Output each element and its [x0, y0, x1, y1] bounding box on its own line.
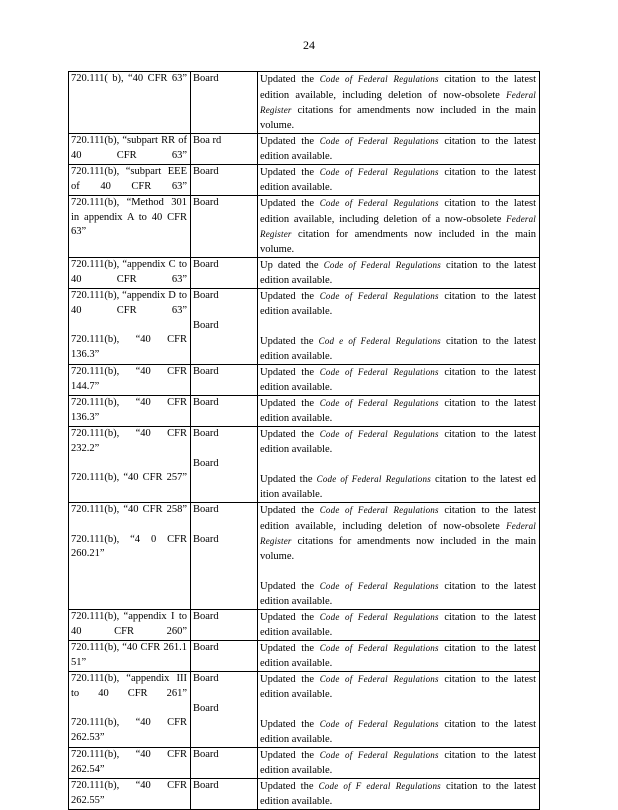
amendments-table-body: [69, 72, 540, 810]
citation-italic: Code of Federal: [323, 260, 391, 270]
section-cell-text: 720.111(b), “40 CFR 232.2”: [71, 428, 187, 454]
description-cell: [258, 196, 540, 258]
section-cell: [69, 165, 191, 196]
description-cell-sub-text: Updated the Code of Federal Regulations citation to the latest edition available.: [260, 719, 536, 745]
section-cell: [69, 365, 191, 396]
table-row: [69, 672, 540, 748]
agency-cell: [191, 134, 258, 165]
description-cell-text: Updated the Code of Federal Regulations citation to the latest edition available.: [260, 750, 536, 776]
agency-cell-text: Board: [193, 611, 219, 622]
citation-italic: Regulations: [395, 260, 441, 270]
citation-italic: Regulations: [393, 74, 439, 84]
description-cell: [258, 610, 540, 641]
section-cell-text: 720.111(b), “40 CFR 262.54”: [71, 749, 187, 775]
description-cell: [258, 641, 540, 672]
description-cell-text: Updated the Code of Federal Regulations citation to the latest edition available.: [260, 291, 536, 317]
agency-cell: [191, 748, 258, 779]
table-row: [69, 779, 540, 810]
section-cell-sub-text: 720.111(b), “40 CFR 262.53”: [71, 717, 187, 743]
section-cell-text: 720.111(b), “40 CFR 144.7”: [71, 366, 187, 392]
description-cell: [258, 134, 540, 165]
agency-cell-text: Boa rd: [193, 135, 222, 146]
citation-italic: Code of Federal: [319, 291, 388, 301]
citation-italic: Code of Federal: [316, 474, 382, 484]
agency-cell-text: Board: [193, 73, 219, 84]
table-row: [69, 396, 540, 427]
citation-italic: Federal Register: [260, 89, 536, 115]
description-cell-text: Updated the Code of Federal Regulations citation to the latest edition available.: [260, 136, 536, 162]
agency-cell-text: Board: [193, 397, 219, 408]
agency-cell-sub-text: Board: [193, 457, 219, 469]
description-cell-sub-text: Updated the Code of Federal Regulations citation to the latest edition available.: [260, 581, 536, 607]
section-cell-text: 720.111(b), “appendix I to 40 CFR 260”: [71, 611, 187, 637]
description-cell-text: Updated the Code of Federal Regulations citation to the latest edition available.: [260, 674, 536, 700]
section-cell: [69, 196, 191, 258]
section-cell-text: 720.111(b), “subpart EEE of 40 CFR 63”: [71, 166, 187, 192]
agency-cell-text: Board: [193, 259, 219, 270]
description-cell: [258, 72, 540, 134]
citation-italic: Federal Register: [260, 213, 536, 239]
section-cell-sub-text: 720.111(b), “40 CFR 136.3”: [71, 334, 187, 360]
citation-italic: Code of Federal: [319, 429, 388, 439]
section-cell: [69, 72, 191, 134]
citation-italic: Regulations: [393, 505, 439, 515]
section-cell: [69, 748, 191, 779]
description-cell: [258, 748, 540, 779]
agency-cell-sub-text: Board: [193, 702, 219, 714]
description-cell: [258, 165, 540, 196]
agency-cell-text: Board: [193, 290, 219, 301]
citation-italic: Cod e of Federal: [318, 336, 391, 346]
citation-italic: Regulations: [393, 750, 439, 760]
section-cell-text: 720.111(b), “40 CFR 261.1 51”: [71, 642, 187, 668]
section-cell-text: 720.111(b), “Method 301 in appendix A to 40 CFR 63”: [71, 197, 187, 237]
section-cell: [69, 289, 191, 365]
citation-italic: Regulations: [393, 674, 439, 684]
table-row: [69, 610, 540, 641]
agency-cell: [191, 196, 258, 258]
agency-cell: [191, 503, 258, 610]
description-cell: [258, 427, 540, 503]
citation-italic: Code of Federal: [319, 167, 388, 177]
description-cell-text: Updated the Code of Federal Regulations citation to the latest edition available.: [260, 367, 536, 393]
description-cell: [258, 503, 540, 610]
citation-italic: Regulations: [395, 781, 441, 791]
description-cell: [258, 289, 540, 365]
table-row: [69, 72, 540, 134]
citation-italic: Regulations: [393, 398, 439, 408]
agency-cell-text: Board: [193, 673, 219, 684]
citation-italic: Regulations: [393, 643, 439, 653]
table-row: [69, 748, 540, 779]
section-cell-text: 720.111(b), “appendix C to 40 CFR 63”: [71, 259, 187, 285]
agency-cell-text: Board: [193, 366, 219, 377]
page-number: 24: [303, 38, 315, 52]
citation-italic: Code of F ederal: [318, 781, 391, 791]
section-cell: [69, 779, 191, 810]
description-cell: [258, 779, 540, 810]
citation-italic: Code of Federal: [319, 74, 388, 84]
agency-cell-text: Board: [193, 166, 219, 177]
description-cell-text: Updated the Code of F ederal Regulations citation to the latest edition available.: [260, 781, 536, 807]
section-cell: [69, 427, 191, 503]
agency-cell-text: Board: [193, 504, 219, 515]
citation-italic: Code of Federal: [319, 674, 388, 684]
agency-cell-sub-text: Board: [193, 533, 219, 545]
table-row: [69, 427, 540, 503]
description-cell-text: Updated the Code of Federal Regulations citation to the latest edition available.: [260, 612, 536, 638]
agency-cell-text: Board: [193, 428, 219, 439]
section-cell-text: 720.111(b), “appendix III to 40 CFR 261”: [71, 673, 187, 699]
section-cell-sub-text: 720.111(b), “40 CFR 257”: [71, 472, 187, 483]
description-cell-text: Updated the Code of Federal Regulations citation to the latest edition available, including deletion of a now-obsolete Federal Register citation for amendments now included in the main volume.: [260, 198, 536, 255]
section-cell: [69, 134, 191, 165]
agency-cell: [191, 165, 258, 196]
citation-italic: Regulations: [393, 429, 439, 439]
table-row: [69, 165, 540, 196]
citation-italic: Regulations: [393, 167, 439, 177]
description-cell: [258, 365, 540, 396]
agency-cell: [191, 427, 258, 503]
description-cell: [258, 396, 540, 427]
agency-cell: [191, 258, 258, 289]
description-cell-sub-text: Updated the Cod e of Federal Regulations citation to the latest edition available.: [260, 336, 536, 362]
agency-cell: [191, 396, 258, 427]
description-cell-text: Updated the Code of Federal Regulations citation to the latest edition available.: [260, 429, 536, 455]
description-cell-text: Up dated the Code of Federal Regulations citation to the latest edition available.: [260, 260, 536, 286]
citation-italic: Regulations: [393, 367, 439, 377]
agency-cell: [191, 779, 258, 810]
agency-cell: [191, 289, 258, 365]
table-row: [69, 196, 540, 258]
citation-italic: Code of Federal: [319, 367, 388, 377]
citation-italic: Regulations: [393, 719, 439, 729]
citation-italic: Code of Federal: [319, 612, 388, 622]
table-row: [69, 365, 540, 396]
citation-italic: Regulations: [385, 474, 431, 484]
agency-cell: [191, 72, 258, 134]
description-cell-text: Updated the Code of Federal Regulations citation to the latest edition available.: [260, 643, 536, 669]
description-cell-text: Updated the Code of Federal Regulations citation to the latest edition available, including deletion of now-obsolete Federal Register citations for amendments now included in the main volume.: [260, 74, 536, 131]
agency-cell-text: Board: [193, 749, 219, 760]
section-cell-text: 720.111(b), “subpart RR of 40 CFR 63”: [71, 135, 187, 161]
citation-italic: Code of Federal: [319, 505, 388, 515]
citation-italic: Code of Federal: [319, 198, 388, 208]
table-row: [69, 641, 540, 672]
agency-cell: [191, 641, 258, 672]
section-cell-text: 720.111(b), “appendix D to 40 CFR 63”: [71, 290, 187, 316]
citation-italic: Code of Federal: [319, 581, 388, 591]
citation-italic: Code of Federal: [319, 136, 388, 146]
citation-italic: Regulations: [393, 136, 439, 146]
citation-italic: Regulations: [393, 581, 439, 591]
description-cell-text: Updated the Code of Federal Regulations citation to the latest edition available, including deletion of now-obsolete Federal Register citations for amendments now included in the main volume.: [260, 505, 536, 562]
description-cell-text: Updated the Code of Federal Regulations citation to the latest edition available.: [260, 167, 536, 193]
section-cell-text: 720.111(b), “40 CFR 258”: [71, 504, 187, 515]
citation-italic: Code of Federal: [319, 750, 388, 760]
table-row: [69, 258, 540, 289]
amendments-table: [68, 71, 540, 810]
table-row: [69, 503, 540, 610]
description-cell-sub-text: Updated the Code of Federal Regulations citation to the latest ed ition available.: [260, 474, 536, 500]
section-cell: [69, 641, 191, 672]
section-cell-text: 720.111( b), “40 CFR 63”: [71, 73, 187, 84]
agency-cell-text: Board: [193, 642, 219, 653]
description-cell: [258, 672, 540, 748]
agency-cell: [191, 365, 258, 396]
citation-italic: Regulations: [393, 612, 439, 622]
citation-italic: Regulations: [393, 198, 439, 208]
table-row: [69, 289, 540, 365]
section-cell-text: 720.111(b), “40 CFR 262.55”: [71, 780, 187, 806]
section-cell: [69, 672, 191, 748]
citation-italic: Code of Federal: [319, 643, 388, 653]
citation-italic: Federal Register: [260, 520, 536, 546]
agency-cell: [191, 610, 258, 641]
section-cell: [69, 258, 191, 289]
agency-cell-sub-text: Board: [193, 319, 219, 331]
citation-italic: Code of Federal: [319, 398, 388, 408]
agency-cell-text: Board: [193, 197, 219, 208]
agency-cell-text: Board: [193, 780, 219, 791]
citation-italic: Code of Federal: [319, 719, 388, 729]
description-cell-text: Updated the Code of Federal Regulations citation to the latest edition available.: [260, 398, 536, 424]
section-cell-sub-text: 720.111(b), “4 0 CFR 260.21”: [71, 533, 187, 559]
table-row: [69, 134, 540, 165]
citation-italic: Regulations: [393, 291, 439, 301]
section-cell-text: 720.111(b), “40 CFR 136.3”: [71, 397, 187, 423]
section-cell: [69, 396, 191, 427]
section-cell: [69, 610, 191, 641]
section-cell: [69, 503, 191, 610]
citation-italic: Regulations: [395, 336, 441, 346]
agency-cell: [191, 672, 258, 748]
description-cell: [258, 258, 540, 289]
